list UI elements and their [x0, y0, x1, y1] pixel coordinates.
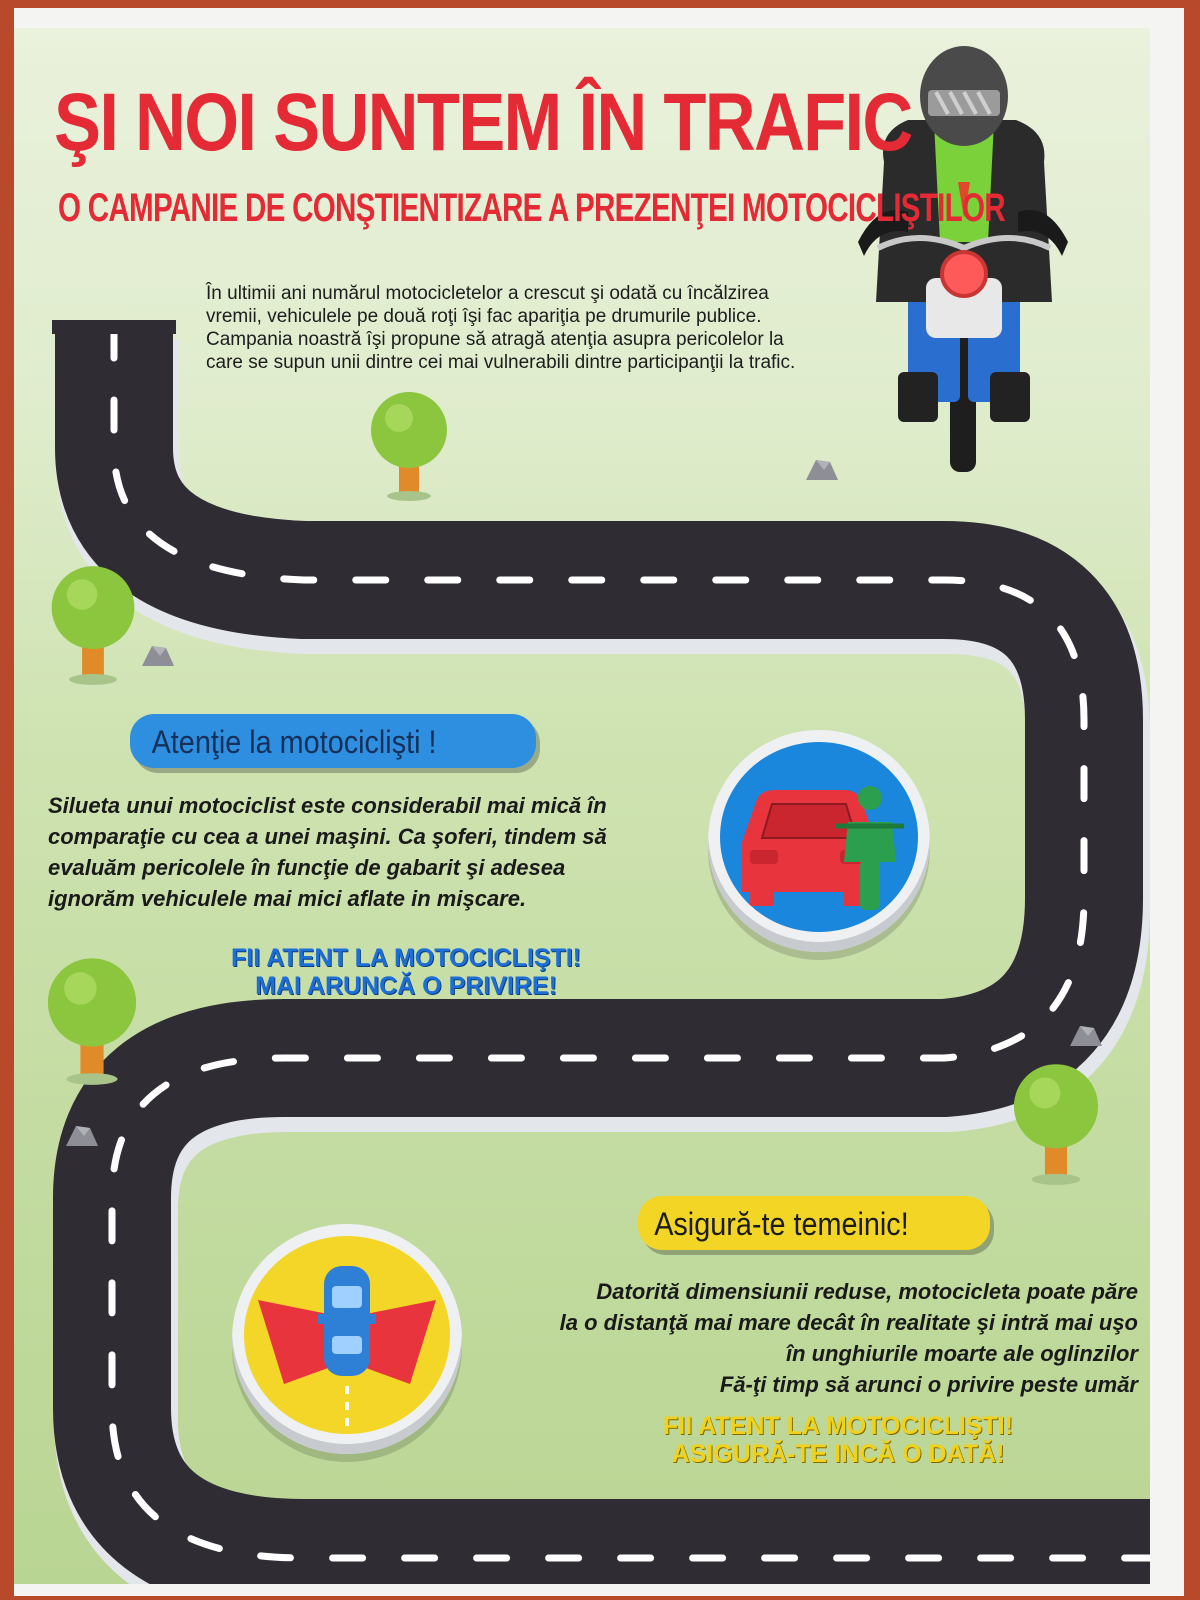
body-line: comparaţie cu cea a unei maşini. Ca şoferi, tindem să	[48, 824, 607, 849]
body-line: în unghiurile moarte ale oglinzilor	[785, 1341, 1138, 1366]
cta-line: ASIGURĂ-TE INCĂ O DATĂ!	[671, 1440, 1005, 1468]
body-line: ignorăm vehiculele mai mici aflate in mişcare.	[48, 886, 527, 911]
cta-line: MAI ARUNCĂ O PRIVIRE!	[255, 972, 557, 1000]
rock-icon	[1068, 1022, 1104, 1048]
blind-spot-car-icon	[244, 1236, 450, 1434]
cta-line: FII ATENT LA MOTOCICLIŞTI!	[231, 944, 581, 972]
tree-icon	[48, 564, 138, 686]
section2-heading: Asigură-te temeinic!	[654, 1206, 909, 1242]
body-line: la o distanţă mai mare decât în realitate şi intră mai uşo	[559, 1310, 1138, 1335]
rock-icon	[140, 642, 176, 668]
intro-line: vremii, vehiculele pe două roţi îşi fac apariţia pe drumurile publice.	[206, 306, 762, 327]
section1-body	[48, 790, 708, 914]
car-and-motorcycle-icon	[720, 742, 918, 932]
tree-icon	[1010, 1062, 1102, 1186]
blind-spot-badge	[232, 1224, 462, 1454]
section2-cta	[608, 1412, 1068, 1468]
section2-body	[434, 1276, 1138, 1400]
rock-icon	[804, 456, 840, 482]
car-and-motorcycle-badge	[708, 730, 930, 952]
intro-line: Campania noastră îşi propune să atragă atenţia asupra pericolelor la	[206, 329, 784, 350]
body-line: evaluăm pericolele în funcţie de gabarit şi adesea	[48, 855, 566, 880]
body-line: Silueta unui motociclist este considerabil mai mică în	[48, 793, 607, 818]
poster	[14, 28, 1150, 1584]
tree-icon	[44, 956, 140, 1086]
intro-paragraph	[206, 282, 906, 374]
tree-icon	[369, 390, 449, 502]
body-line: Fă-ţi timp să arunci o privire peste umăr	[719, 1372, 1138, 1397]
section1-cta	[176, 944, 636, 1000]
rock-icon	[64, 1122, 100, 1148]
body-line: Datorită dimensiunii reduse, motocicleta poate păre	[596, 1279, 1138, 1304]
section1-heading-badge	[130, 714, 536, 768]
cta-line: FII ATENT LA MOTOCICLIŞTI!	[663, 1412, 1013, 1440]
section2-heading-badge	[638, 1196, 990, 1250]
section1-heading: Atenţie la motociclişti !	[151, 724, 437, 760]
intro-line: care se supun unii dintre cei mai vulnerabili dintre participanţii la trafic.	[206, 352, 796, 373]
poster-subtitle: O CAMPANIE DE CONŞTIENTIZARE A PREZENŢEI MOTOCICLIŞTILOR	[58, 186, 1005, 230]
poster-title: ŞI NOI SUNTEM ÎN TRAFIC	[54, 77, 912, 168]
intro-line: În ultimii ani numărul motocicletelor a crescut şi odată cu încălzirea	[206, 283, 769, 304]
